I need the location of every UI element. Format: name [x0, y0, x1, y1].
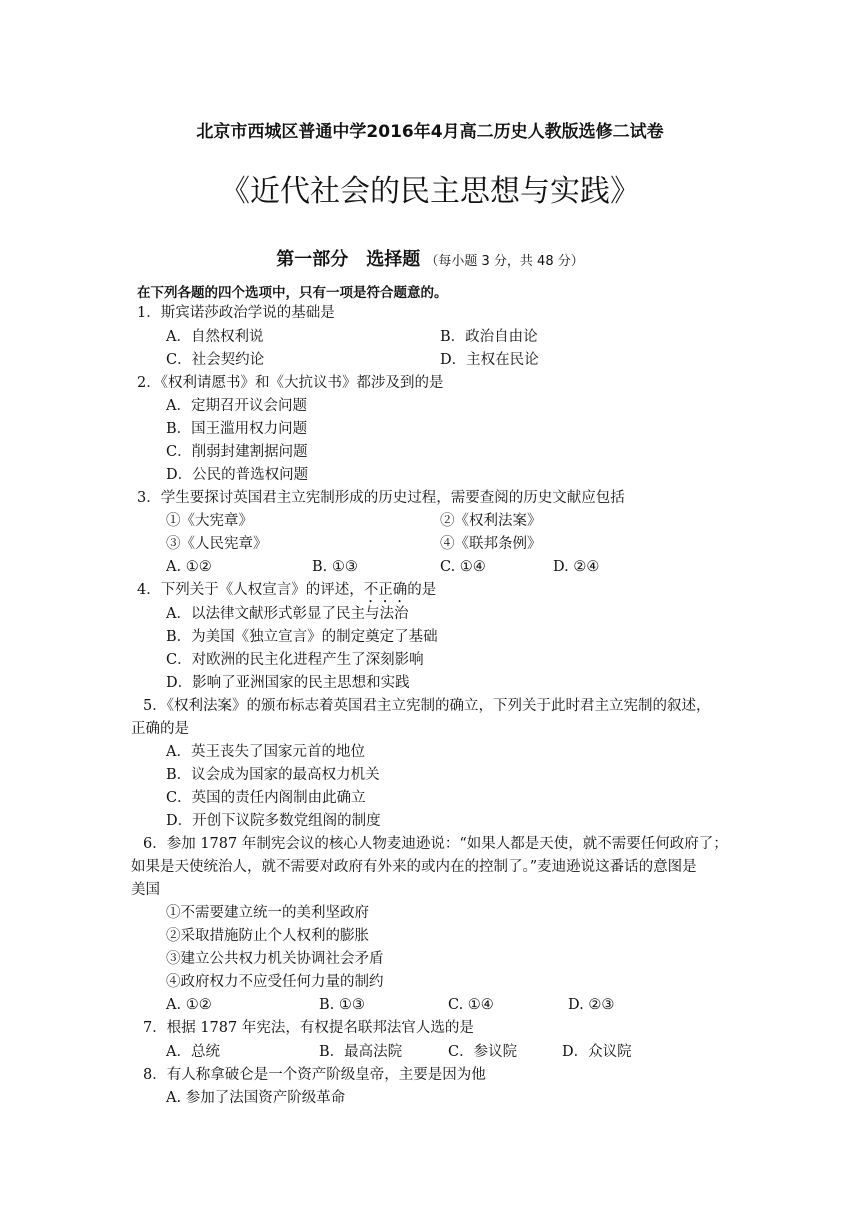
section-heading	[0, 245, 860, 271]
question-5-option-b: B．议会成为国家的最高权力机关	[166, 767, 380, 783]
section-note: （每小题 3 分，共 48 分）	[425, 254, 584, 269]
question-6-stem-line-3: 美国	[131, 882, 160, 898]
question-6-option-b: B. ①③	[319, 997, 365, 1013]
question-6-option-c: C. ①④	[448, 997, 494, 1013]
question-3-option-b: B. ①③	[312, 559, 358, 575]
question-5-option-d: D．开创下议院多数党组阁的制度	[166, 813, 381, 829]
exam-subtitle: 《近代社会的民主思想与实践》	[220, 174, 640, 209]
question-5-stem-line-1: 5．《权利法案》的颁布标志着英国君主立宪制的确立，下列关于此时君主立宪制的叙述，	[143, 698, 711, 714]
question-5-option-a: A．英王丧失了国家元首的地位	[166, 744, 365, 760]
question-4-emphasis: 不正确	[363, 582, 408, 598]
question-4-stem-post: 的是	[407, 582, 437, 598]
question-2-option-b: B．国王滥用权力问题	[166, 421, 308, 437]
question-6-item-3: ③建立公共权力机关协调社会矛盾	[166, 951, 384, 967]
question-6-item-1: ①不需要建立统一的美利坚政府	[166, 905, 369, 921]
question-7-stem: 7．根据 1787 年宪法，有权提名联邦法官人选的是	[143, 1020, 474, 1036]
question-3-option-d: D. ②④	[553, 559, 600, 575]
question-4-option-a: A．以法律文献形式彰显了民主与法治	[166, 606, 409, 622]
question-1-stem: 1．斯宾诺莎政治学说的基础是	[137, 305, 335, 321]
question-4-stem	[137, 580, 436, 606]
question-8-stem: 8．有人称拿破仑是一个资产阶级皇帝，主要是因为他	[143, 1067, 486, 1083]
question-1-option-b: B．政治自由论	[440, 329, 538, 345]
question-6-stem-line-1: 6．参加 1787 年制宪会议的核心人物麦迪逊说：“如果人都是天使，就不需要任何政府了；	[143, 836, 728, 852]
question-6-item-2: ②采取措施防止个人权利的膨胀	[166, 928, 369, 944]
question-7-option-d: D．众议院	[562, 1044, 632, 1060]
section-name: 第一部分 选择题	[276, 249, 421, 270]
question-6-stem-line-2: 如果是天使统治人，就不需要对政府有外来的或内在的控制了。”麦迪逊说这番话的意图是	[131, 859, 697, 875]
question-5-stem-line-2: 正确的是	[131, 721, 189, 737]
question-6-option-d: D. ②③	[568, 997, 615, 1013]
question-1-option-c: C．社会契约论	[166, 352, 265, 368]
question-2-stem: 2．《权利请愿书》和《大抗议书》都涉及到的是	[137, 375, 444, 391]
question-4-stem-pre: 4．下列关于《人权宣言》的评述，	[137, 582, 364, 598]
question-6-item-4: ④政府权力不应受任何力量的制约	[166, 974, 384, 990]
question-2-option-a: A．定期召开议会问题	[166, 398, 307, 414]
question-7-option-c: C．参议院	[448, 1044, 518, 1060]
question-1-option-a: A．自然权利说	[166, 329, 264, 345]
question-5-option-c: C．英国的责任内阁制由此确立	[166, 790, 366, 806]
question-2-option-d: D．公民的普选权问题	[166, 467, 309, 483]
question-4-option-b: B．为美国《独立宣言》的制定奠定了基础	[166, 629, 438, 645]
question-1-option-d: D．主权在民论	[440, 352, 539, 368]
question-7-option-a: A．总统	[166, 1044, 220, 1060]
question-7-option-b: B．最高法院	[319, 1044, 403, 1060]
question-3-item-4: ④《联邦条例》	[440, 536, 542, 552]
question-2-option-c: C．削弱封建割据问题	[166, 444, 308, 460]
question-8-option-a: A. 参加了法国资产阶级革命	[166, 1090, 346, 1106]
question-3-item-2: ②《权利法案》	[440, 513, 542, 529]
section-instruction: 在下列各题的四个选项中，只有一项是符合题意的。	[137, 285, 448, 301]
question-4-option-d: D．影响了亚洲国家的民主思想和实践	[166, 675, 410, 691]
question-3-item-3: ③《人民宪章》	[166, 536, 268, 552]
question-4-option-c: C．对欧洲的民主化进程产生了深刻影响	[166, 652, 424, 668]
question-3-item-1: ①《大宪章》	[166, 513, 253, 529]
question-6-option-a: A. ①②	[166, 997, 212, 1013]
question-3-option-c: C. ①④	[440, 559, 486, 575]
question-3-stem: 3．学生要探讨英国君主立宪制形成的历史过程，需要查阅的历史文献应包括	[137, 490, 625, 506]
exam-title: 北京市西城区普通中学2016年4月高二历史人教版选修二试卷	[196, 122, 664, 142]
question-3-option-a: A. ①②	[166, 559, 212, 575]
